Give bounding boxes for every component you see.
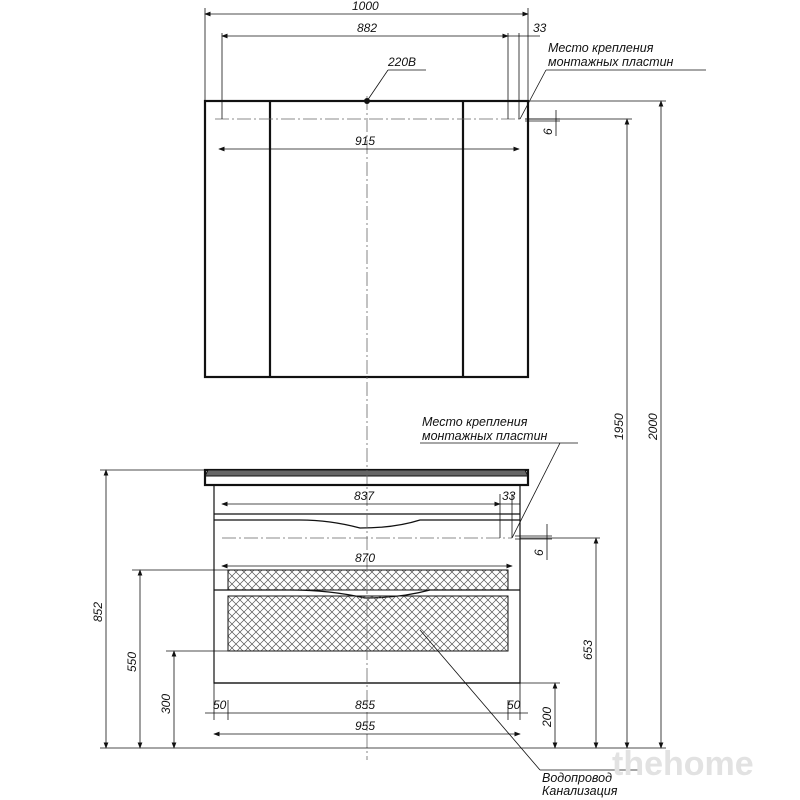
dim-1950-text: 1950: [612, 413, 626, 440]
dim-6b-text: 6: [532, 549, 546, 556]
mirror-cabinet: [205, 0, 706, 470]
dim-653-text: 653: [581, 639, 595, 660]
mirror-mount-note-line2: монтажных пластин: [548, 55, 674, 69]
overall-heights: [525, 101, 666, 748]
sewage-label: Канализация: [542, 784, 618, 798]
dim-1000-text: 1000: [352, 0, 379, 13]
power-label: 220В: [388, 55, 417, 69]
vanity-mount-note-line1: Место крепления: [422, 415, 528, 429]
power-leader: [367, 70, 388, 101]
vanity-mount-note-line2: монтажных пластин: [422, 429, 548, 443]
water-supply-label: Водопровод: [542, 771, 613, 785]
vanity-mount-leader: [512, 443, 560, 538]
dim-855-text: 855: [355, 698, 376, 712]
dim-200-text: 200: [540, 706, 554, 727]
dim-50-right-text: 50: [507, 698, 521, 712]
lower-hatched-zone: [228, 596, 508, 651]
dim-955-text: 955: [355, 719, 376, 733]
dim-550-text: 550: [125, 651, 139, 672]
dim-6-text: 6: [541, 128, 555, 135]
dim-50-left-text: 50: [213, 698, 227, 712]
dim-852-text: 852: [91, 601, 105, 622]
mirror-mount-note-line1: Место крепления: [548, 41, 654, 55]
dim-915-text: 915: [355, 134, 376, 148]
dim-33b-text: 33: [502, 489, 516, 503]
watermark: thehome: [612, 745, 754, 783]
dim-870-text: 870: [355, 551, 376, 565]
vanity-unit: [91, 415, 640, 798]
dim-837-text: 837: [354, 489, 375, 503]
vanity-countertop-edge: [205, 470, 528, 476]
dim-33-text: 33: [533, 21, 547, 35]
upper-hatched-zone: [228, 570, 508, 590]
dim-882-text: 882: [357, 21, 378, 35]
dim-2000-text: 2000: [646, 413, 660, 440]
mirror-mount-leader: [520, 70, 546, 119]
dim-300-text: 300: [159, 693, 173, 714]
